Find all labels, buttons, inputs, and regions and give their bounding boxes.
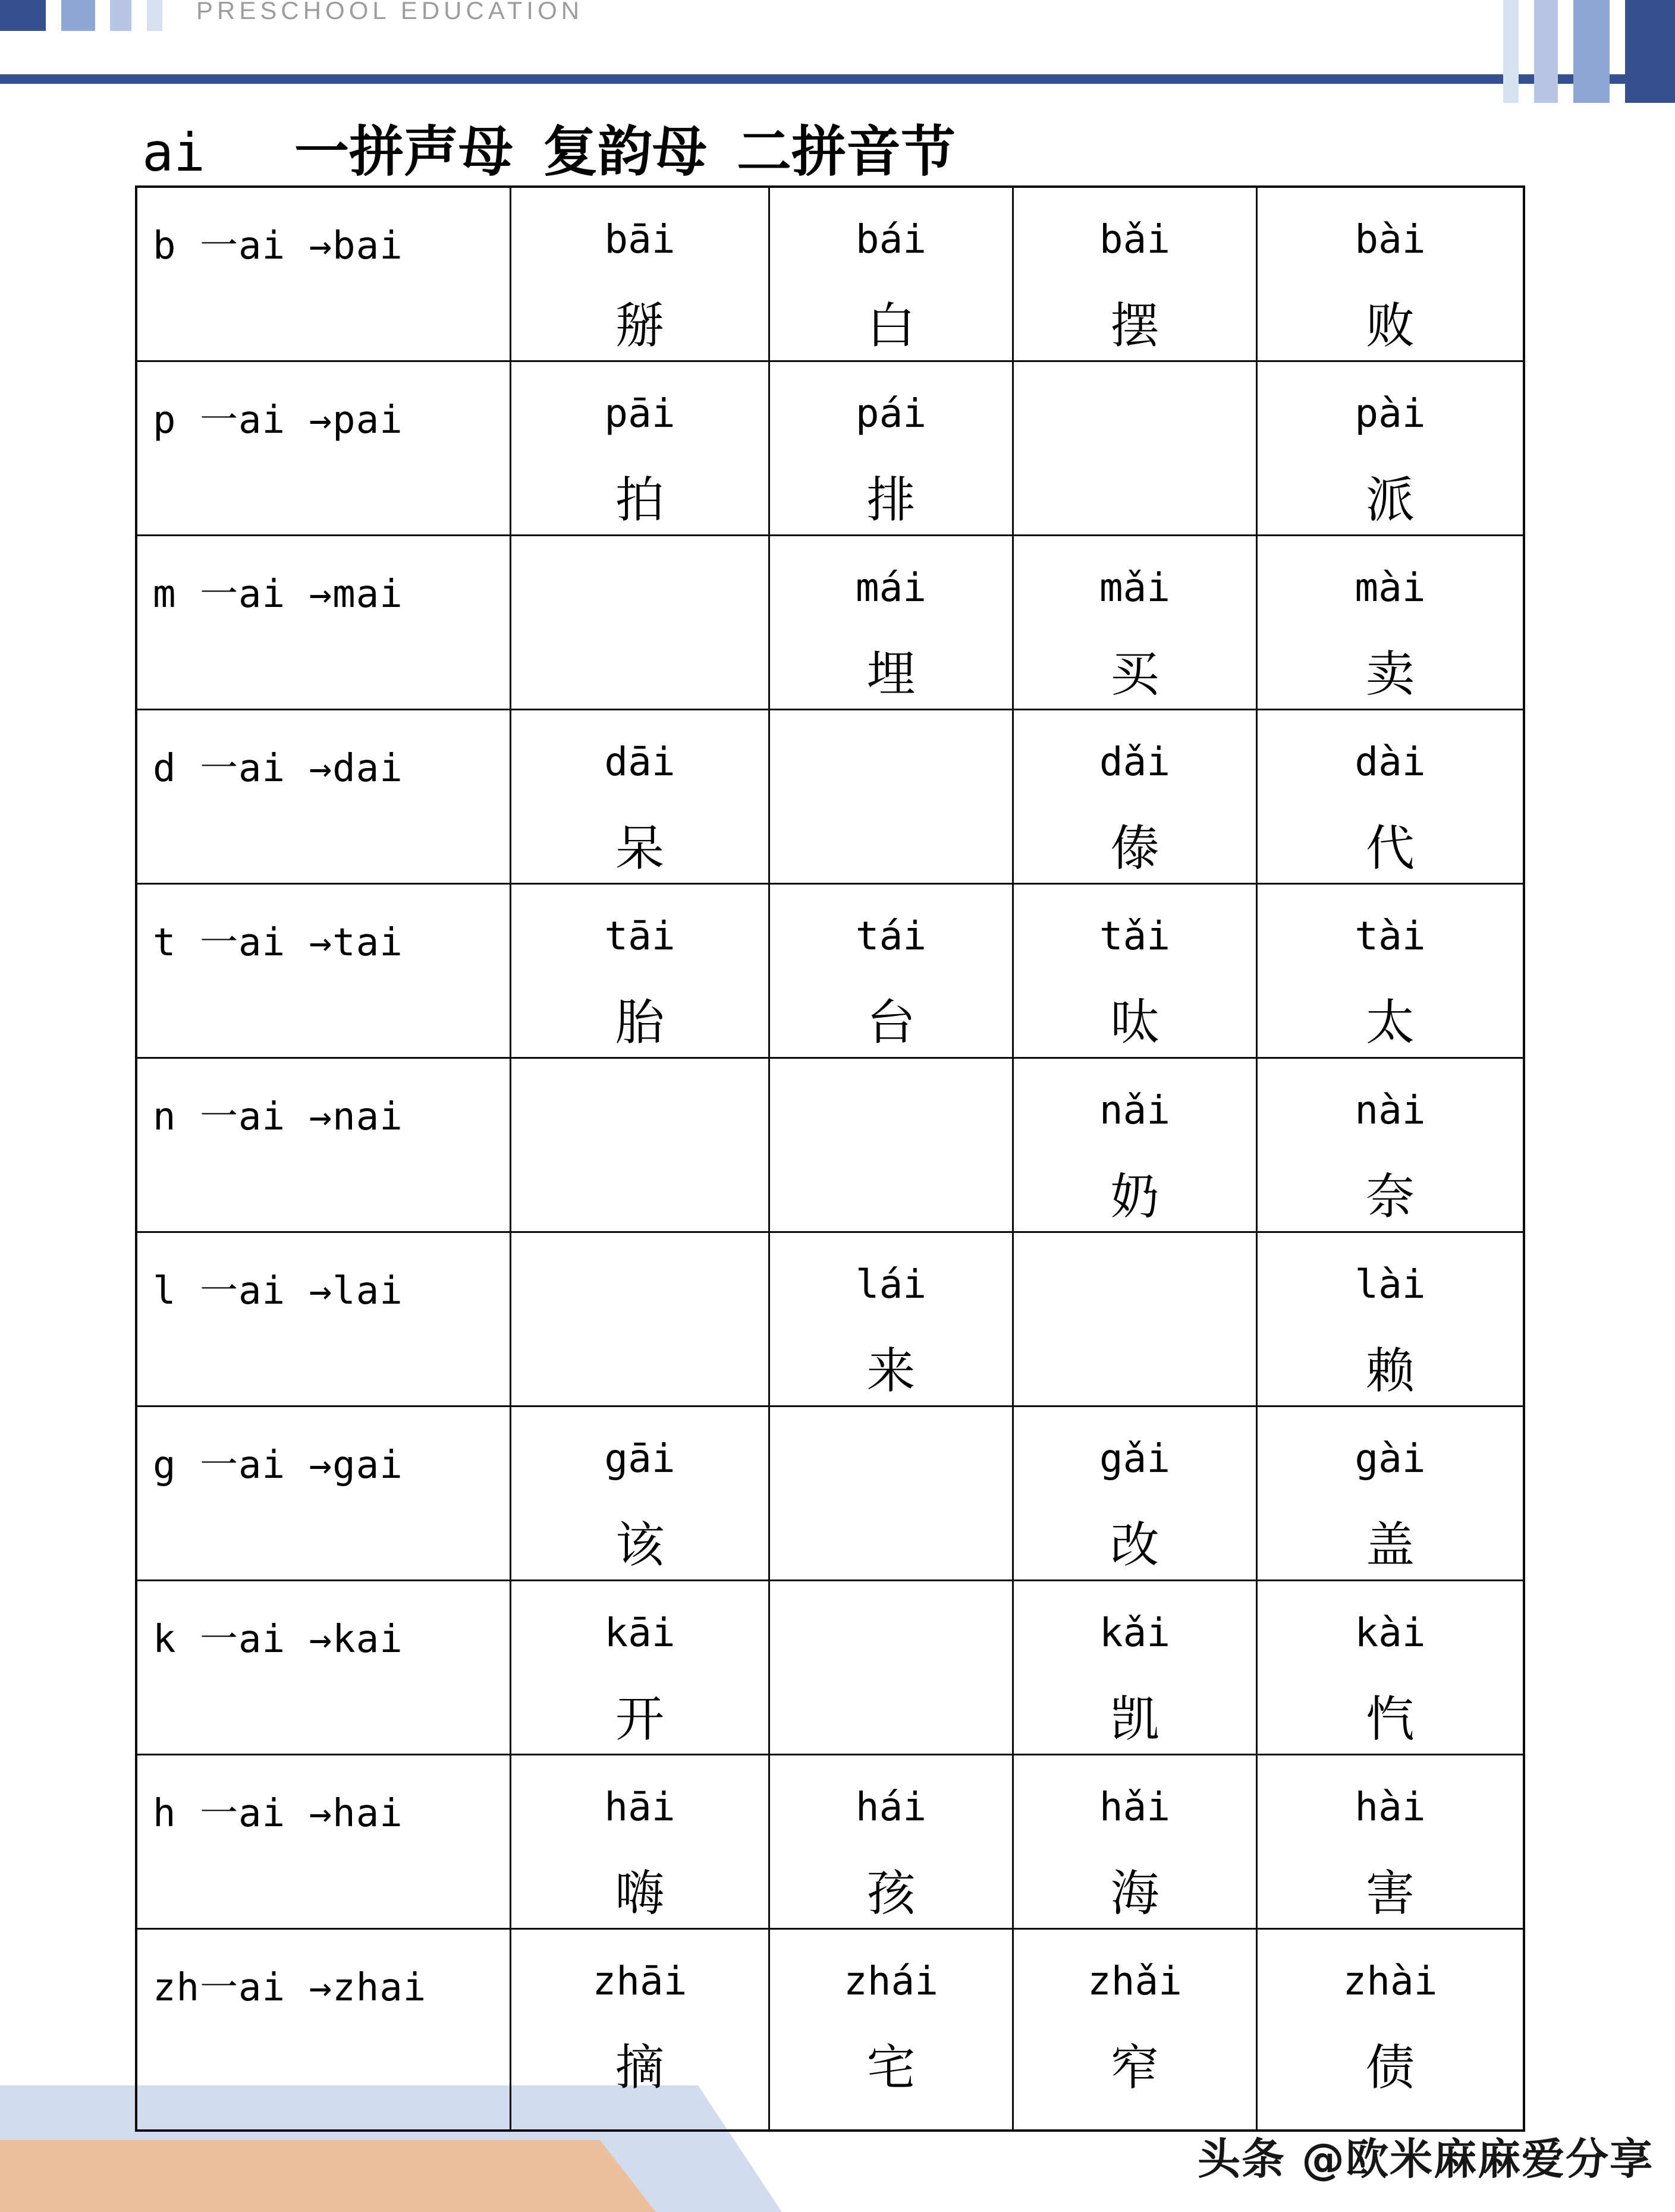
pinyin-text: hāi — [604, 1784, 675, 1830]
hanzi-text: 白 — [866, 299, 916, 353]
tone1-cell — [511, 188, 770, 360]
hanzi-text: 孩 — [866, 1867, 916, 1921]
tone3-cell — [1014, 1233, 1258, 1405]
hanzi-text: 台 — [866, 996, 916, 1050]
pinyin-text: pái — [855, 391, 927, 436]
formula-cell — [137, 1407, 511, 1579]
formula-cell — [137, 188, 511, 360]
tone1-cell — [511, 536, 770, 709]
deco-vbar-medium — [1573, 0, 1610, 103]
hanzi-text: 拍 — [615, 473, 664, 527]
pinyin-text: bài — [1355, 216, 1426, 262]
formula-cell — [137, 1581, 511, 1754]
tone3-cell — [1014, 188, 1258, 360]
tone2-cell — [770, 362, 1014, 534]
tone1-cell — [511, 1581, 770, 1754]
tone3-cell — [1014, 710, 1258, 883]
formula-text: zh一ai →zhai — [153, 1966, 427, 2010]
pinyin-text: nǎi — [1099, 1087, 1171, 1133]
formula-cell — [137, 1059, 511, 1231]
deco-square-light — [110, 0, 131, 31]
tone1-cell — [511, 1930, 770, 2129]
pinyin-text: lái — [855, 1261, 927, 1307]
formula-cell — [137, 362, 511, 534]
hanzi-text: 开 — [615, 1692, 664, 1747]
pinyin-text: zhǎi — [1088, 1958, 1182, 2004]
tone4-cell — [1258, 1755, 1523, 1928]
tone2-cell — [770, 1407, 1014, 1579]
formula-text: b 一ai →bai — [153, 224, 403, 268]
hanzi-text: 赖 — [1365, 1344, 1415, 1398]
tone1-cell — [511, 710, 770, 883]
brand-text: PRESCHOOL EDUCATION — [196, 0, 584, 24]
table-row-b — [137, 188, 1523, 362]
formula-cell — [137, 710, 511, 883]
tone4-cell — [1258, 885, 1523, 1057]
tone1-cell — [511, 1755, 770, 1928]
hanzi-text: 改 — [1110, 1518, 1159, 1572]
pinyin-text: gāi — [604, 1436, 675, 1481]
tone2-cell — [770, 536, 1014, 709]
tone2-cell — [770, 188, 1014, 360]
hanzi-text: 卖 — [1365, 647, 1415, 701]
tone1-cell — [511, 1059, 770, 1231]
pinyin-text: kài — [1355, 1610, 1426, 1656]
tone1-cell — [511, 885, 770, 1057]
formula-text: p 一ai →pai — [153, 398, 403, 442]
hanzi-text: 奈 — [1365, 1170, 1415, 1224]
hanzi-text: 派 — [1365, 473, 1415, 527]
title-heading: 一拼声母 复韵母 二拼音节 — [294, 120, 956, 184]
pinyin-text: zhāi — [592, 1958, 687, 2004]
header-rule-bar — [0, 74, 1675, 84]
formula-text: t 一ai →tai — [153, 921, 403, 965]
hanzi-text: 呔 — [1110, 996, 1159, 1050]
pinyin-text: hǎi — [1099, 1784, 1171, 1830]
table-row-m — [137, 536, 1523, 710]
deco-square-lightest — [147, 0, 162, 31]
pinyin-text: kǎi — [1099, 1610, 1171, 1656]
pinyin-text: bǎi — [1099, 216, 1171, 262]
table-row-p — [137, 362, 1523, 536]
tone3-cell — [1014, 362, 1258, 534]
pinyin-text: gài — [1355, 1436, 1426, 1481]
tone4-cell — [1258, 536, 1523, 709]
pinyin-table — [135, 185, 1525, 2132]
hanzi-text: 呆 — [615, 822, 664, 876]
tone4-cell — [1258, 710, 1523, 883]
pinyin-text: zhài — [1343, 1958, 1438, 2004]
pinyin-text: bāi — [604, 216, 675, 262]
footer-deco-orange-band — [0, 2140, 660, 2212]
hanzi-text: 代 — [1365, 822, 1415, 876]
deco-vbar-lightest — [1503, 0, 1519, 103]
title-syllable: ai — [142, 122, 205, 183]
tone2-cell — [770, 1581, 1014, 1754]
hanzi-text: 海 — [1110, 1867, 1159, 1921]
hanzi-text: 排 — [866, 473, 916, 527]
formula-cell — [137, 1930, 511, 2129]
pinyin-text: pài — [1355, 391, 1426, 436]
formula-cell — [137, 1755, 511, 1928]
tone3-cell — [1014, 1755, 1258, 1928]
hanzi-text: 盖 — [1365, 1518, 1415, 1572]
hanzi-text: 窄 — [1110, 2041, 1159, 2095]
pinyin-text: zhái — [844, 1958, 938, 2004]
tone4-cell — [1258, 1233, 1523, 1405]
formula-text: n 一ai →nai — [153, 1095, 403, 1139]
formula-text: h 一ai →hai — [153, 1792, 403, 1836]
tone4-cell — [1258, 1581, 1523, 1754]
pinyin-text: tāi — [604, 913, 675, 959]
tone4-cell — [1258, 188, 1523, 360]
deco-vbar-light — [1534, 0, 1558, 103]
pinyin-text: hái — [855, 1784, 927, 1830]
pinyin-text: dǎi — [1099, 739, 1171, 785]
pinyin-text: tái — [855, 913, 927, 959]
table-row-k — [137, 1581, 1523, 1755]
formula-text: g 一ai →gai — [153, 1443, 403, 1487]
hanzi-text: 胎 — [615, 996, 664, 1050]
tone3-cell — [1014, 1581, 1258, 1754]
hanzi-text: 买 — [1110, 647, 1159, 701]
tone2-cell — [770, 885, 1014, 1057]
table-row-t — [137, 885, 1523, 1059]
pinyin-text: lài — [1355, 1261, 1426, 1307]
tone3-cell — [1014, 1059, 1258, 1231]
hanzi-text: 凯 — [1110, 1692, 1159, 1747]
table-row-n — [137, 1059, 1523, 1233]
pinyin-text: nài — [1355, 1087, 1426, 1133]
hanzi-text: 害 — [1365, 1867, 1415, 1921]
hanzi-text: 债 — [1365, 2041, 1415, 2095]
formula-cell — [137, 1233, 511, 1405]
pinyin-text: mǎi — [1099, 565, 1171, 611]
table-row-d — [137, 710, 1523, 885]
tone1-cell — [511, 362, 770, 534]
hanzi-text: 忾 — [1365, 1692, 1415, 1747]
tone2-cell — [770, 1755, 1014, 1928]
pinyin-text: bái — [855, 216, 927, 262]
pinyin-text: dāi — [604, 739, 675, 785]
tone4-cell — [1258, 1407, 1523, 1579]
page-title — [142, 108, 956, 187]
formula-text: d 一ai →dai — [153, 747, 403, 791]
tone1-cell — [511, 1233, 770, 1405]
pinyin-text: gǎi — [1099, 1436, 1171, 1481]
deco-square-medium — [61, 0, 95, 31]
formula-text: m 一ai →mai — [153, 572, 403, 616]
pinyin-text: tài — [1355, 913, 1426, 959]
tone3-cell — [1014, 1930, 1258, 2129]
hanzi-text: 奶 — [1110, 1170, 1159, 1224]
tone3-cell — [1014, 536, 1258, 709]
hanzi-text: 宅 — [866, 2041, 916, 2095]
tone4-cell — [1258, 1059, 1523, 1231]
hanzi-text: 傣 — [1110, 822, 1159, 876]
tone3-cell — [1014, 1407, 1258, 1579]
hanzi-text: 太 — [1365, 996, 1415, 1050]
formula-cell — [137, 885, 511, 1057]
hanzi-text: 败 — [1365, 299, 1415, 353]
hanzi-text: 掰 — [615, 299, 664, 353]
hanzi-text: 该 — [615, 1518, 664, 1572]
formula-text: l 一ai →lai — [153, 1269, 403, 1313]
tone2-cell — [770, 1233, 1014, 1405]
table-row-zh — [137, 1930, 1523, 2129]
table-row-h — [137, 1755, 1523, 1930]
table-row-g — [137, 1407, 1523, 1581]
tone1-cell — [511, 1407, 770, 1579]
formula-text: k 一ai →kai — [153, 1618, 403, 1662]
pinyin-text: pāi — [604, 391, 675, 436]
deco-square-dark — [0, 0, 46, 31]
pinyin-text: mái — [855, 565, 927, 611]
tone2-cell — [770, 1059, 1014, 1231]
tone4-cell — [1258, 1930, 1523, 2129]
tone2-cell — [770, 710, 1014, 883]
hanzi-text: 埋 — [866, 647, 916, 701]
pinyin-text: tǎi — [1099, 913, 1171, 959]
hanzi-text: 嗨 — [615, 1867, 664, 1921]
pinyin-text: hài — [1355, 1784, 1426, 1830]
hanzi-text: 摘 — [615, 2041, 664, 2095]
formula-cell — [137, 536, 511, 709]
deco-vbar-dark — [1625, 0, 1675, 103]
pinyin-text: kāi — [604, 1610, 675, 1656]
watermark: 头条 @欧米麻麻爱分享 — [1198, 2134, 1654, 2184]
hanzi-text: 摆 — [1110, 299, 1159, 353]
hanzi-text: 来 — [866, 1344, 916, 1398]
tone4-cell — [1258, 362, 1523, 534]
tone3-cell — [1014, 885, 1258, 1057]
table-row-l — [137, 1233, 1523, 1407]
pinyin-text: dài — [1355, 739, 1426, 785]
tone2-cell — [770, 1930, 1014, 2129]
pinyin-text: mài — [1355, 565, 1426, 611]
